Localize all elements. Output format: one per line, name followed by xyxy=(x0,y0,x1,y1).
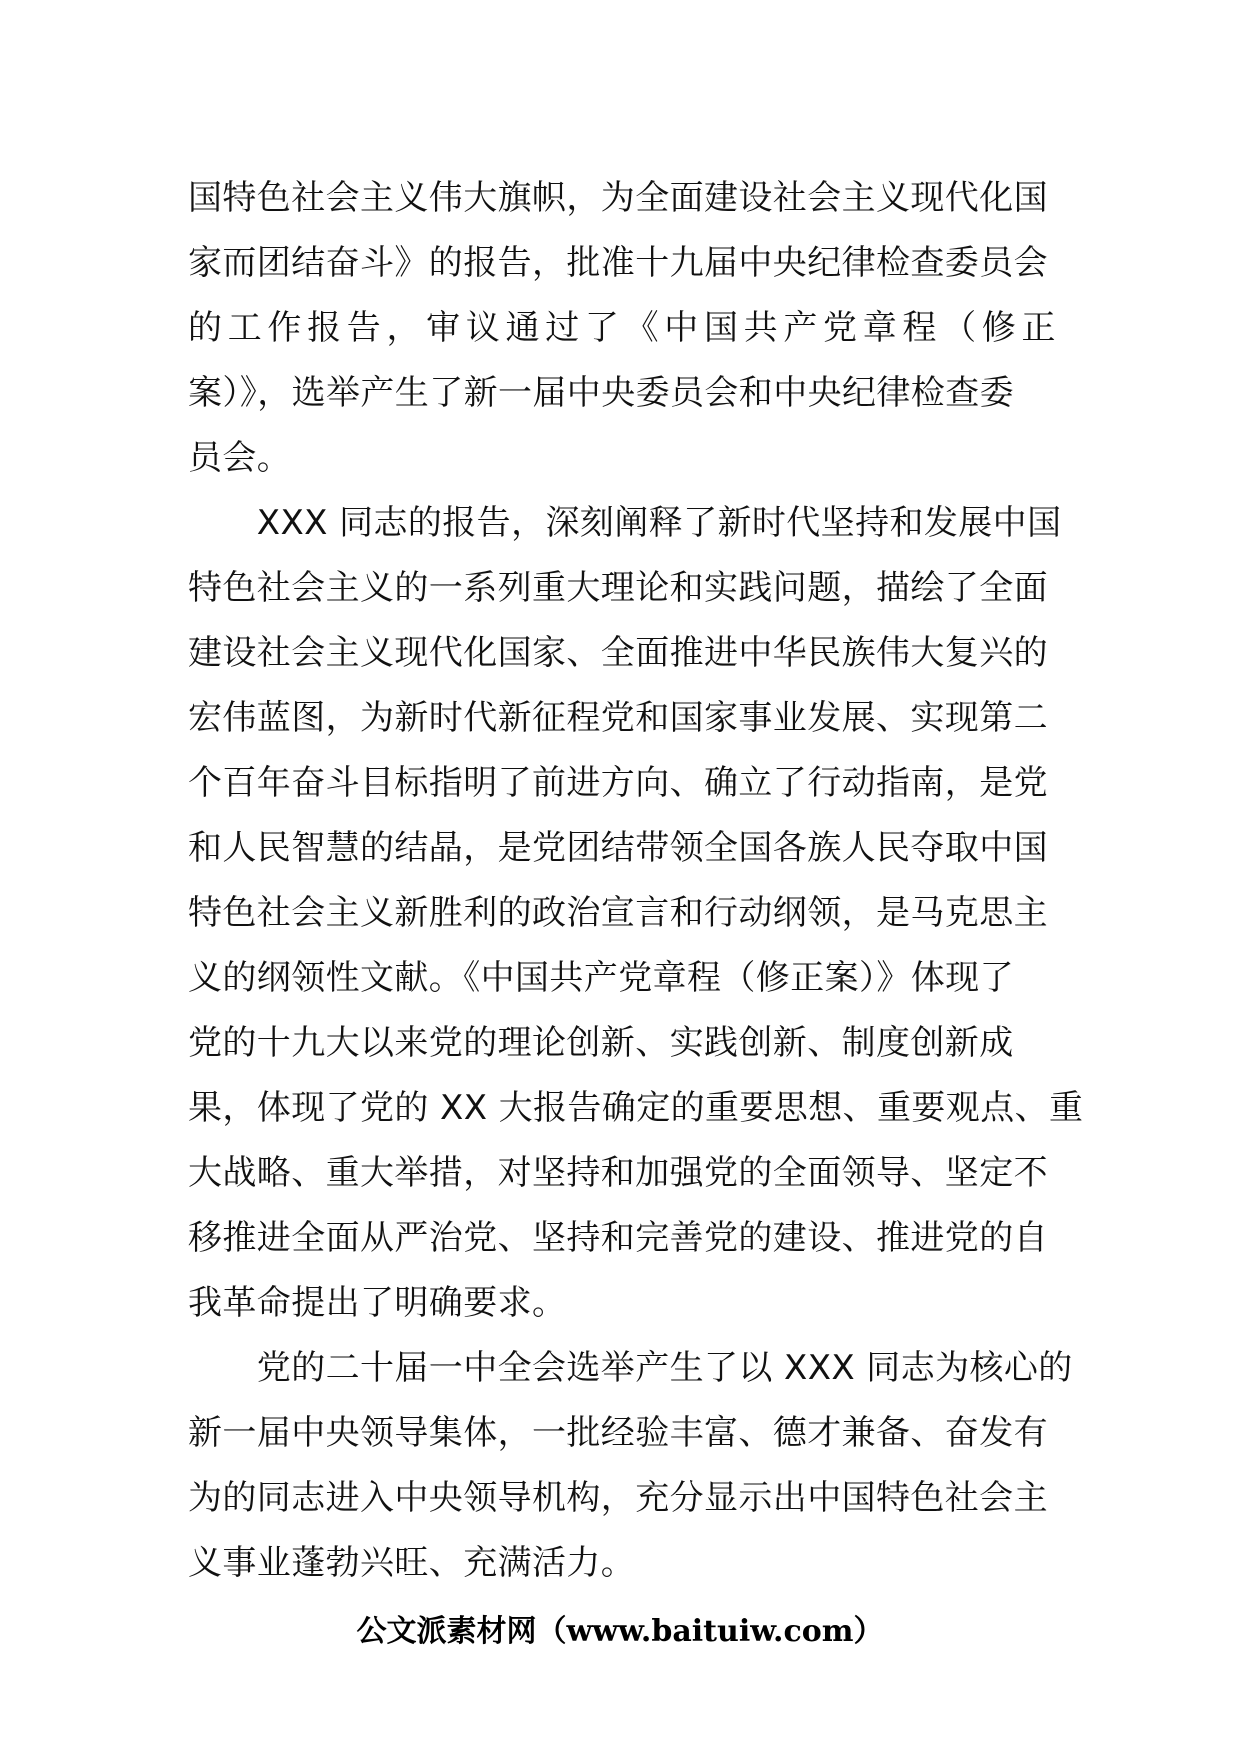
body-text xyxy=(188,166,1084,1596)
text-line-12: 特色社会主义新胜利的政治宣言和行动纲领，是马克思主 xyxy=(188,893,1048,933)
line-3-char: 议 xyxy=(465,308,501,348)
line-3-char: 中 xyxy=(664,308,699,348)
text-line-7: 特色社会主义的一系列重大理论和实践问题，描绘了全面 xyxy=(188,568,1048,608)
line-3-char: 国 xyxy=(703,308,739,348)
text-line-20: 新一届中央领导集体，一批经验丰富、德才兼备、奋发有 xyxy=(188,1413,1048,1453)
text-line-21: 为的同志进入中央领导机构，充分显示出中国特色社会主 xyxy=(188,1478,1048,1518)
footer-watermark: 公文派素材网（www.baituiw.com） xyxy=(356,1614,884,1649)
line-3-char: 报 xyxy=(307,308,342,348)
text-line-11: 和人民智慧的结晶，是党团结带领全国各族人民夺取中国 xyxy=(188,828,1048,868)
line-3-char: 共 xyxy=(743,308,779,348)
text-line-16: 大战略、重大举措，对坚持和加强党的全面领导、坚定不 xyxy=(188,1153,1048,1193)
line-3-char: 作 xyxy=(267,308,302,348)
text-line-17: 移推进全面从严治党、坚持和完善党的建设、推进党的自 xyxy=(188,1218,1048,1258)
text-line-3 xyxy=(188,296,1056,361)
text-line-22: 义事业蓬勃兴旺、充满活力。 xyxy=(188,1543,636,1583)
line-3-char: 工 xyxy=(227,308,263,348)
text-line-8: 建设社会主义现代化国家、全面推进中华民族伟大复兴的 xyxy=(188,633,1048,673)
text-line-6: XXX 同志的报告，深刻阐释了新时代坚持和发展中国 xyxy=(188,503,1062,543)
line-3-char: 程 xyxy=(902,308,937,348)
text-line-2: 家而团结奋斗》的报告，批准十九届中央纪律检查委员会 xyxy=(188,243,1048,283)
line-3-char: 了 xyxy=(584,308,620,348)
line-3-char: 通 xyxy=(505,308,540,348)
text-line-19: 党的二十届一中全会选举产生了以 XXX 同志为核心的 xyxy=(188,1348,1073,1388)
text-line-1: 国特色社会主义伟大旗帜，为全面建设社会主义现代化国 xyxy=(188,178,1048,218)
line-3-char: 《 xyxy=(624,308,659,348)
line-3-char: 告 xyxy=(346,308,382,348)
line-3-char: 过 xyxy=(545,308,580,348)
text-line-4: 案）》，选举产生了新一届中央委员会和中央纪律检查委 xyxy=(188,373,1014,413)
text-line-14: 党的十九大以来党的理论创新、实践创新、制度创新成 xyxy=(188,1023,1014,1063)
text-line-15: 果，体现了党的 XX 大报告确定的重要思想、重要观点、重 xyxy=(188,1088,1084,1128)
line-3-char: 党 xyxy=(823,308,858,348)
text-line-9: 宏伟蓝图，为新时代新征程党和国家事业发展、实现第二 xyxy=(188,698,1048,738)
line-3-char: 章 xyxy=(862,308,898,348)
line-3-char: 修 xyxy=(981,308,1017,348)
text-line-13: 义的纲领性文献。《中国共产党章程（修正案）》体现了 xyxy=(188,958,1014,998)
line-3-char: （ xyxy=(942,308,977,348)
text-line-10: 个百年奋斗目标指明了前进方向、确立了行动指南，是党 xyxy=(188,763,1048,803)
text-line-5: 员会。 xyxy=(188,438,292,478)
line-3-char: ， xyxy=(386,308,421,348)
text-line-18: 我革命提出了明确要求。 xyxy=(188,1283,567,1323)
line-3-char: 产 xyxy=(783,308,818,348)
line-3-char: 正 xyxy=(1021,308,1056,348)
line-3-char: 的 xyxy=(188,308,223,348)
line-3-char: 审 xyxy=(426,308,461,348)
